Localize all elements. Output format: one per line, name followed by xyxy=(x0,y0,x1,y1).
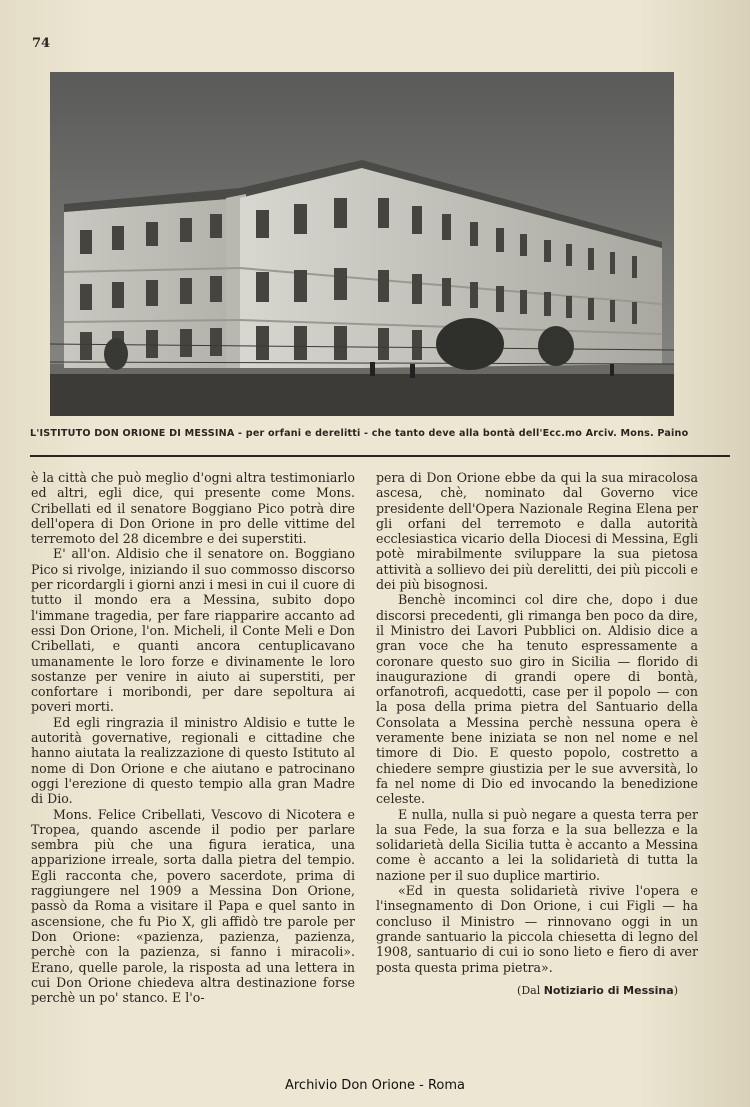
caption-text: - per orfani e derelitti - che tanto deve alla bontà dell'Ecc.mo Arciv. Mons. Paino xyxy=(234,428,689,439)
article-paragraph: è la città che può meglio d'ogni altra testimoniarlo ed altri, egli dice, qui presente come Mons. Cribellati ed il senatore Boggiano Pico potrà dire dell'opera di Don Orione in pro delle vittime del terremoto del 28 dicembre e dei superstiti. xyxy=(31,470,355,547)
article-column-left xyxy=(31,470,355,1060)
article-paragraph: E nulla, nulla si può negare a questa terra per la sua Fede, la sua forza e la sua bellezza e la solidarietà della Sicilia tutta è accanto a Messina come è accanto a lei la solidarietà di tutta la nazione per il suo duplice martirio. xyxy=(376,806,698,883)
article-paragraph: Ed egli ringrazia il ministro Aldisio e tutte le autorità governative, regionali e cittadine che hanno aiutata la realizzazione di questo Istituto al nome di Don Orione e che aiutano e patrocinano oggi l'erezione di questo tempio alla gran Madre di Dio. xyxy=(31,714,355,807)
caption-title: L'ISTITUTO DON ORIONE DI MESSINA xyxy=(30,428,235,439)
article-paragraph: pera di Don Orione ebbe da qui la sua miracolosa ascesa, chè, nominato dal Governo vice presidente dell'Opera Nazionale Regina Elena per gli orfani del terremoto e dalla autorità ecclesiastica vicario della Diocesi di Messina, Egli potè mirabilmente sviluppare la sua pietosa attività a sollievo dei più derelitti, dei più piccoli e dei più bisognosi. xyxy=(376,470,698,593)
article-paragraph: E' all'on. Aldisio che il senatore on. Boggiano Pico si rivolge, iniziando il suo commosso discorso per ricordargli i giorni anzi i mesi in cui il cuore di tutto il mondo era a Messina, subito dopo l'immane tragedia, per fare riapparire accanto ad essi Don Orione, l'on. Micheli, il Conte Meli e Don Cribellati, e quanti ancora centuplicavano umanamente le loro forze e divinamente le loro sostanze per venire in aiuto ai superstiti, per confortare i moribondi, per dare sepoltura ai poveri morti. xyxy=(31,546,355,715)
article-paragraph: «Ed in questa solidarietà rivive l'opera e l'insegnamento di Don Orione, i cui Figli — ha concluso il Ministro — rinnovano oggi in un grande santuario la piccola chiesetta di legno del 1908, santuario di cui io sono lieto e fiero di aver posta questa prima pietra». xyxy=(376,883,698,975)
building-photo-illustration xyxy=(50,72,674,416)
caption-divider xyxy=(30,455,730,457)
article-source xyxy=(376,983,698,998)
source-name: Notiziario di Messina xyxy=(543,983,674,997)
article-paragraph: Mons. Felice Cribellati, Vescovo di Nicotera e Tropea, quando ascende il podio per parlare sembra più che una figura ieratica, una apparizione irreale, sorta dalla pietra del tempio. Egli racconta che, povero sacerdote, prima di raggiungere nel 1909 a Messina Don Orione, passò da Roma a visitare il Papa e quel santo in ascensione, che fu Pio X, gli affidò tre parole per Don Orione: «pazienza, pazienza, pazienza, perchè con la pazienza, si fanno i miracoli». Erano, quelle parole, la risposta ad una lettera in cui Don Orione chiedeva altra destinazione forse perchè un po' stanco. E l'o- xyxy=(31,806,355,1006)
source-prefix: (Dal xyxy=(517,983,544,997)
building-photo xyxy=(50,72,674,416)
archive-footer: Archivio Don Orione - Roma xyxy=(284,1078,466,1093)
source-suffix: ) xyxy=(673,983,678,997)
article-column-right xyxy=(376,470,698,1070)
article-paragraph: Benchè incominci col dire che, dopo i due discorsi precedenti, gli rimanga ben poco da dire, il Ministro dei Lavori Pubblici on. Aldisio dice a gran voce che ha tenuto espressamente a coronare questo suo giro in Sicilia — florido di inaugurazione di grandi opere di bontà, orfanotrofi, acquedotti, case per il popolo — con la posa della prima pietra del Santuario della Consolata a Messina perchè nessuna opera è veramente bene iniziata se non nel nome e nel timore di Dio. E questo popolo, costretto a chiedere sempre giustizia per le sue avversità, lo fa nel nome di Dio ed invocando la benedizione celeste. xyxy=(376,592,698,807)
photo-caption xyxy=(30,428,730,439)
page-number: 74 xyxy=(32,36,51,51)
